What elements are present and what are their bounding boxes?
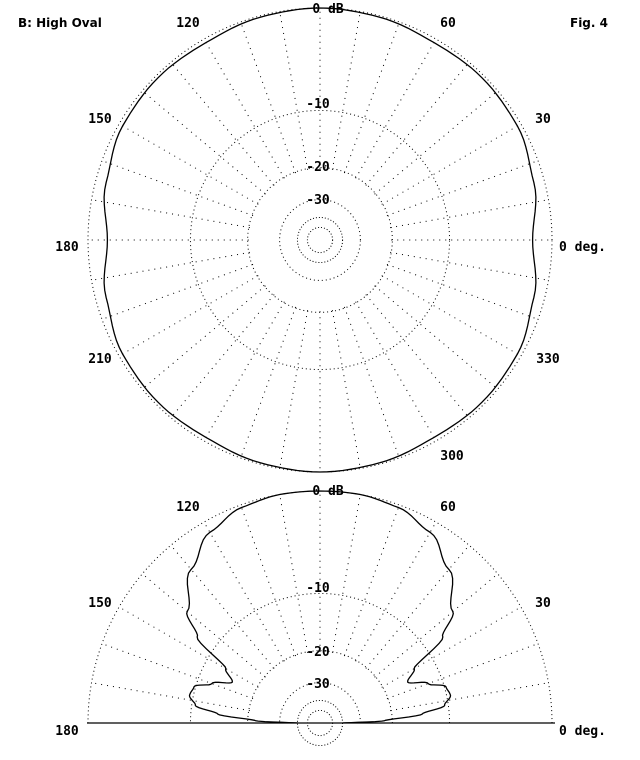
el-ring-label-20db: -20 [306,645,330,660]
el-angle-0: 0 deg. [559,724,606,739]
az-angle-330: 330 [536,352,560,367]
az-ring-label-20db: -20 [306,160,330,175]
el-angle-60: 60 [440,500,456,515]
az-ring-label-30db: -30 [306,193,330,208]
az-ring-label-0db: 0 dB [312,2,344,17]
az-angle-300: 300 [440,449,464,464]
figure-title: B: High Oval [18,16,102,30]
el-angle-120: 120 [176,500,200,515]
el-ring-label-30db: -30 [306,677,330,692]
az-angle-0: 0 deg. [559,240,606,255]
figure-number: Fig. 4 [570,16,608,30]
el-angle-30: 30 [535,596,551,611]
az-angle-150: 150 [88,112,112,127]
el-angle-180: 180 [55,724,79,739]
az-angle-60: 60 [440,16,456,31]
az-angle-30: 30 [535,112,551,127]
az-ring-label-10db: -10 [306,97,330,112]
el-ring-label-10db: -10 [306,581,330,596]
az-angle-120: 120 [176,16,200,31]
el-angle-150: 150 [88,596,112,611]
el-ring-label-0db: 0 dB [312,484,344,499]
az-angle-180: 180 [55,240,79,255]
az-angle-210: 210 [88,352,112,367]
